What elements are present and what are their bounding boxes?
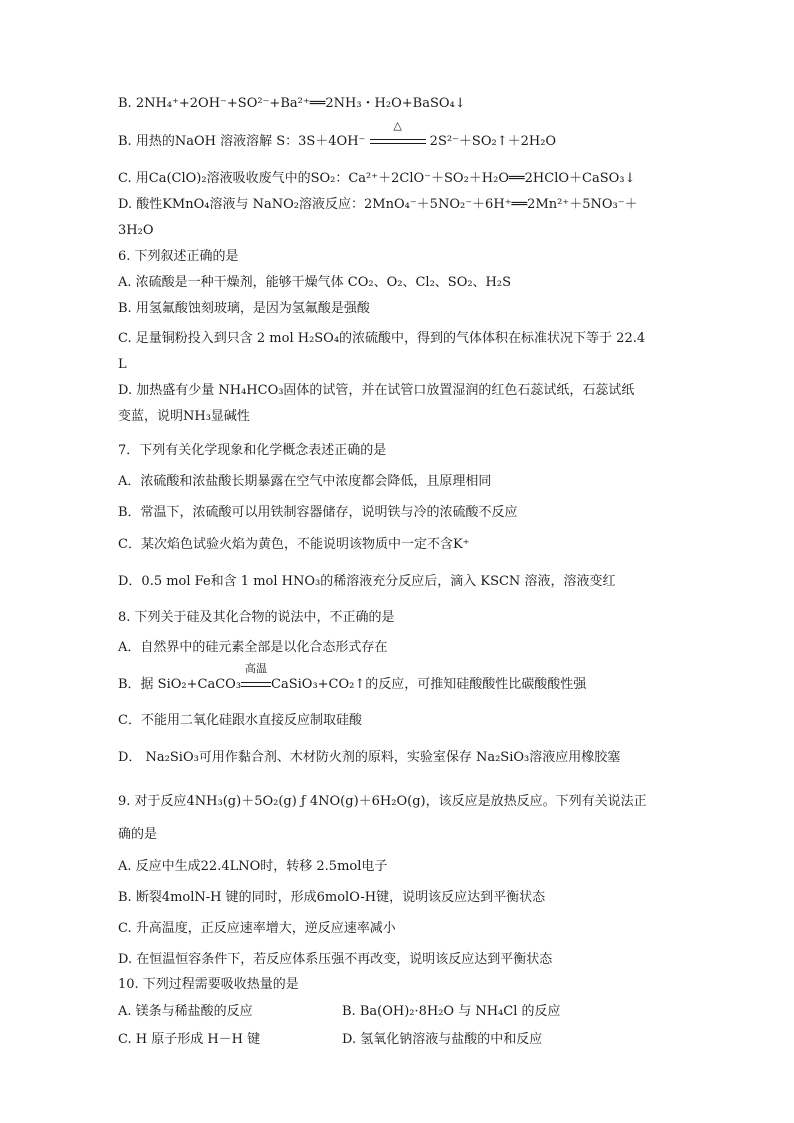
q10-option-b: B. Ba(OH)₂·8H₂O 与 NH₄Cl 的反应 bbox=[342, 1004, 561, 1019]
q9-stem-cont: 确的是 bbox=[118, 827, 158, 842]
q8-option-c: C．不能用二氧化硅跟水直接反应制取硅酸 bbox=[118, 713, 362, 728]
q6-option-d: D. 加热盛有少量 NH₄HCO₃固体的试管，并在试管口放置湿润的红色石蕊试纸，石蕊试纸 bbox=[118, 383, 635, 398]
q6-option-b: B. 用氢氟酸蚀刻玻璃，是因为氢氟酸是强酸 bbox=[118, 301, 370, 316]
q9-option-d: D. 在恒温恒容条件下，若反应体系压强不再改变，说明该反应达到平衡状态 bbox=[118, 952, 553, 967]
q8-stem: 8. 下列关于硅及其化合物的说法中，不正确的是 bbox=[118, 610, 395, 625]
high-temp-condition-arrow bbox=[241, 662, 271, 694]
q5-option-b-sulfur bbox=[118, 119, 688, 151]
q8-option-d: D． Na₂SiO₃可用作黏合剂、木材防火剂的原料，实验室保存 Na₂SiO₃溶液应用橡胶塞 bbox=[118, 750, 621, 765]
heat-symbol: △ bbox=[393, 119, 402, 132]
q8-option-b bbox=[118, 662, 688, 694]
heat-condition-arrow bbox=[370, 119, 426, 151]
q7-option-c: C．某次焰色试验火焰为黄色，不能说明该物质中一定不含K⁺ bbox=[118, 537, 470, 552]
q8-option-a: A．自然界中的硅元素全部是以化合态形式存在 bbox=[118, 640, 388, 655]
q9-option-b: B. 断裂4molN-H 键的同时，形成6molO-H键，说明该反应达到平衡状态 bbox=[118, 890, 546, 905]
q6-stem: 6. 下列叙述正确的是 bbox=[118, 249, 239, 264]
q7-option-a: A．浓硫酸和浓盐酸长期暴露在空气中浓度都会降低，且原理相同 bbox=[118, 474, 492, 489]
q5-option-b-ammonium: B. 2NH₄⁺+2OH⁻+SO²⁻+Ba²⁺══2NH₃・H₂O+BaSO₄↓ bbox=[118, 96, 466, 111]
q5-option-b-sulfur-right: 2S²⁻＋SO₂↑＋2H₂O bbox=[425, 134, 557, 149]
q7-option-d: D．0.5 mol Fe和含 1 mol HNO₃的稀溶液充分反应后，滴入 KSCN 溶液，溶液变红 bbox=[118, 574, 616, 589]
q5-option-b-sulfur-left: B. 用热的NaOH 溶液溶解 S：3S＋4OH⁻ bbox=[118, 134, 370, 149]
q6-option-d-cont: 变蓝，说明NH₃显碱性 bbox=[118, 409, 250, 424]
q6-option-c: C. 足量铜粉投入到只含 2 mol H₂SO₄的浓硫酸中，得到的气体体积在标准状况下等于 22.4 bbox=[118, 331, 646, 346]
q9-option-a: A. 反应中生成22.4LNO时，转移 2.5mol电子 bbox=[118, 859, 388, 874]
q7-stem: 7．下列有关化学现象和化学概念表述正确的是 bbox=[118, 443, 387, 458]
q5-option-c: C. 用Ca(ClO)₂溶液吸收废气中的SO₂：Ca²⁺＋2ClO⁻＋SO₂＋H₂O══2HClO＋CaSO₃↓ bbox=[118, 171, 636, 186]
q8-option-b-right: CaSiO₃+CO₂↑的反应，可推知硅酸酸性比碳酸酸性强 bbox=[271, 677, 587, 692]
q7-option-b: B．常温下，浓硫酸可以用铁制容器储存，说明铁与冷的浓硫酸不反应 bbox=[118, 505, 518, 520]
q9-option-c: C. 升高温度，正反应速率增大，逆反应速率减小 bbox=[118, 921, 396, 936]
q9-stem: 9. 对于反应4NH₃(g)＋5O₂(g) ƒ 4NO(g)＋6H₂O(g)，该反应是放热反应。下列有关说法正 bbox=[118, 794, 647, 809]
q5-option-d: D. 酸性KMnO₄溶液与 NaNO₂溶液反应：2MnO₄⁻＋5NO₂⁻＋6H⁺══2Mn²⁺＋5NO₃⁻＋ bbox=[118, 197, 638, 212]
q6-option-c-cont: L bbox=[118, 357, 127, 372]
q6-option-a: A. 浓硫酸是一种干燥剂，能够干燥气体 CO₂、O₂、Cl₂、SO₂、H₂S bbox=[118, 275, 512, 290]
q10-option-a: A. 镁条与稀盐酸的反应 bbox=[118, 1004, 253, 1019]
q10-stem: 10. 下列过程需要吸收热量的是 bbox=[118, 977, 299, 992]
q10-option-c: C. H 原子形成 H－H 键 bbox=[118, 1032, 261, 1047]
q8-option-b-left: B．据 SiO₂+CaCO₃ bbox=[118, 677, 242, 692]
high-temp-label: 高温 bbox=[245, 662, 268, 675]
q5-option-d-cont: 3H₂O bbox=[118, 223, 154, 238]
q10-option-d: D. 氢氧化钠溶液与盐酸的中和反应 bbox=[342, 1032, 543, 1047]
